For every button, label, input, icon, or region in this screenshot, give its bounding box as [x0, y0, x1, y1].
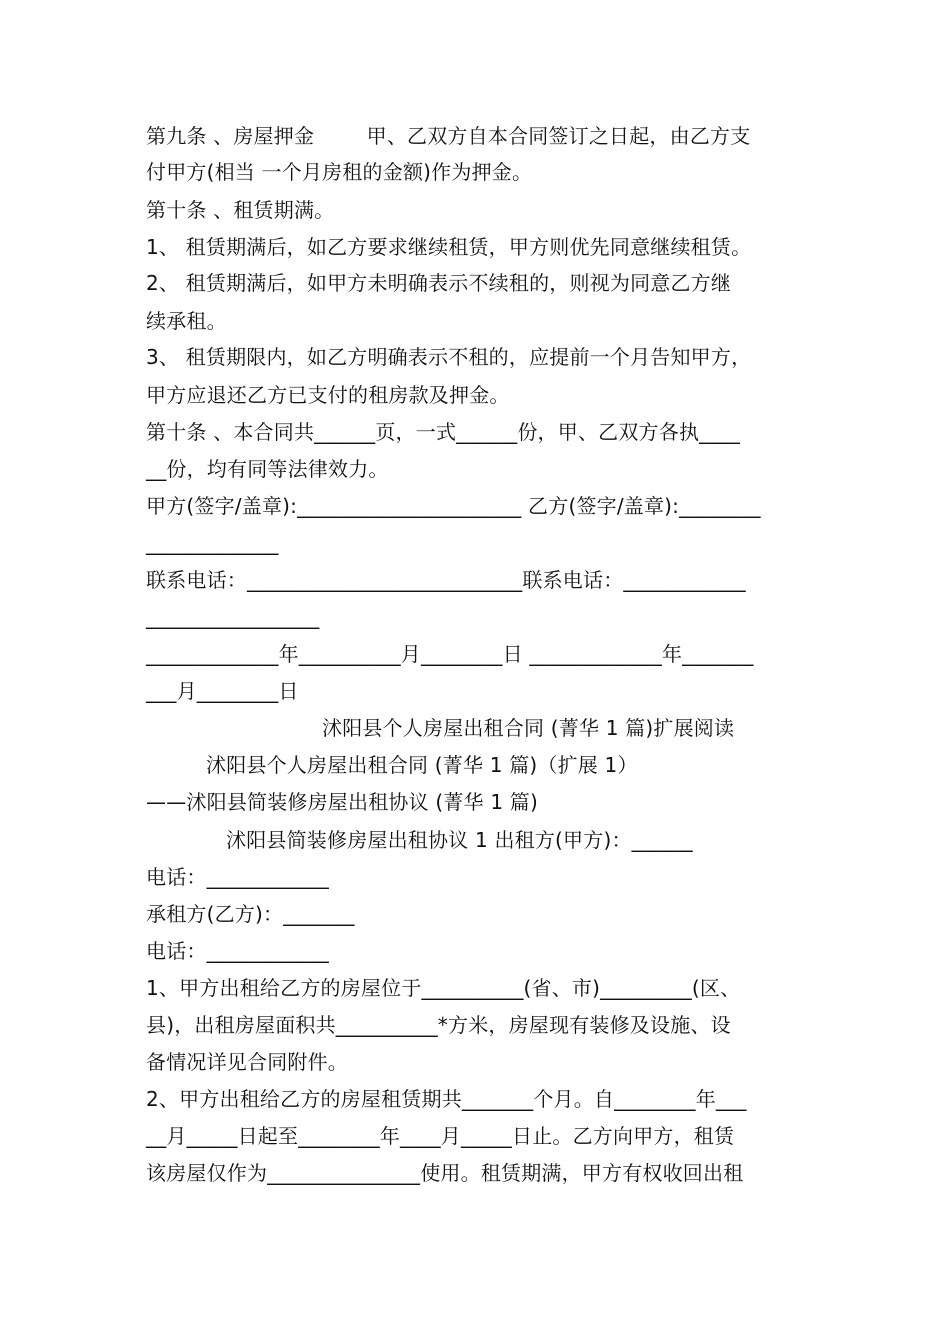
date-line: _____________年__________月________日 _____________年_______ — [146, 642, 754, 666]
text-line: 电话：____________ — [146, 865, 329, 889]
phone-line: 联系电话：___________________________联系电话：____________ — [146, 568, 746, 592]
section-heading: 沭阳县个人房屋出租合同 (菁华 1 篇)扩展阅读 — [322, 716, 735, 740]
text-line: 续承租。 — [146, 309, 227, 333]
text-line: __份，均有同等法律效力。 — [146, 457, 389, 481]
text-line: 1、 租赁期满后，如乙方要求继续租赁，甲方则优先同意继续租赁。 — [146, 235, 752, 259]
text-line: _____________ — [146, 531, 279, 555]
section-subheading: ——沭阳县简装修房屋出租协议 (菁华 1 篇) — [146, 790, 539, 814]
text-line: 承租方(乙方)：_______ — [146, 902, 355, 926]
text-line: ___月________日 — [146, 679, 299, 703]
text-line: 沭阳县简装修房屋出租协议 1 出租方(甲方)：______ — [226, 828, 693, 852]
text-line: 3、 租赁期限内，如乙方明确表示不租的，应提前一个月告知甲方， — [146, 345, 752, 369]
text-line: 2、甲方出租给乙方的房屋租赁期共_______个月。自________年___ — [146, 1087, 747, 1111]
text-line: 2、 租赁期满后，如甲方未明确表示不续租的，则视为同意乙方继 — [146, 271, 732, 295]
text-line: 县)，出租房屋面积共__________*方米，房屋现有装修及设施、设 — [146, 1013, 731, 1037]
section-subheading: 沭阳县个人房屋出租合同 (菁华 1 篇)（扩展 1） — [206, 753, 638, 777]
text-line: _________________ — [146, 605, 320, 629]
text-line: __月_____日起至________年____月_____日止。乙方向甲方，租赁 — [146, 1124, 735, 1148]
text-line: 第十条 、租赁期满。 — [146, 198, 335, 222]
text-line: 1、甲方出租给乙方的房屋位于__________(省、市)_________(区、 — [146, 976, 741, 1000]
text-line: 第九条 、房屋押金 甲、乙双方自本合同签订之日起，由乙方支 — [146, 124, 751, 148]
text-line: 第十条 、本合同共______页，一式______份，甲、乙双方各执____ — [146, 420, 740, 444]
signature-line: 甲方(签字/盖章):______________________ 乙方(签字/盖章):________ — [146, 494, 761, 518]
text-line: 电话：____________ — [146, 939, 329, 963]
text-line: 甲方应退还乙方已支付的租房款及押金。 — [146, 383, 510, 407]
text-line: 该房屋仅作为_______________使用。租赁期满，甲方有权收回出租 — [146, 1161, 744, 1185]
text-line: 备情况详见合同附件。 — [146, 1050, 348, 1074]
text-line: 付甲方(相当 一个月房租的金额)作为押金。 — [146, 160, 533, 184]
